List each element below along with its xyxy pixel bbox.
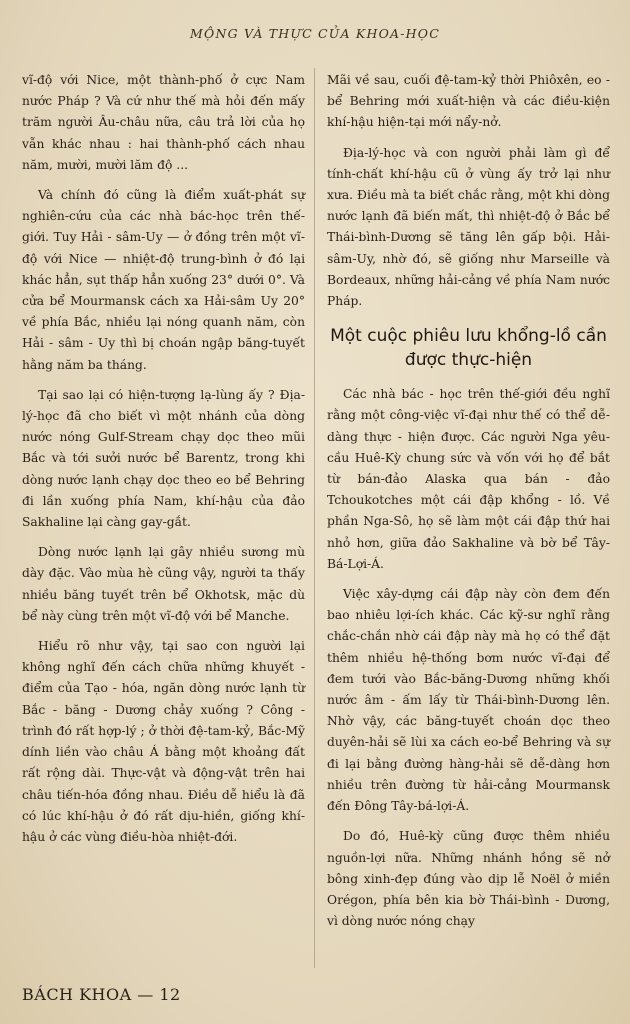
paragraph: Hiểu rõ như vậy, tại sao con người lại không nghĩ đến cách chữa những khuyết - điểm của Tạo - hóa, ngăn dòng nước lạnh từ Bắc - băng - Dương chảy xuống ? Công - trình đó rất hợp-lý ; ở thời đệ-tam-kỷ, Bắc-Mỹ dính liền vào châu Á bằng một khoảng đất rất rộng dài. Thực-vật và động-vật trên hai châu tiến-hóa đồng nhau. Điều dễ hiểu là đã có lúc khí-hậu ở đó rất dịu-hiền, giống khí-hậu ở các vùng điều-hòa nhiệt-đới. [22, 639, 305, 844]
paragraph: Các nhà bác - học trên thế-giới đều nghĩ rằng một công-việc vĩ-đại như thế có thể dễ-dàng thực - hiện được. Các người Nga yêu-cầu Huê-Kỳ chung sức và vốn với họ để bắt từ bán-đảo Alaska qua bán - đảo Tchoukotches một cái đập khổng - lồ. Về phần Nga-Sô, họ sẽ làm một cái đập thứ hai nhỏ hơn, giữa đảo Sakhaline và bờ bể Tây-Bá-Lợi-Á. [327, 387, 610, 571]
paragraph: Việc xây-dựng cái đập này còn đem đến bao nhiêu lợi-ích khác. Các kỹ-sư nghĩ rằng chắc-chắn nhờ cái đập này mà họ có thể đặt thêm nhiều hệ-thống bơm nước vĩ-đại để đem tưới vào Bắc-băng-Dương những khối nước âm - ấm lấy từ Thái-bình-Dương lên. Nhờ vậy, các băng-tuyết choán dọc theo duyên-hải sẽ lùi xa cách eo-bể Behring và sự đi lại bằng đường hàng-hải sẽ dễ-dàng hơn nhiều trên đường từ hải-cảng Mourmansk đến Đông Tây-bá-lợi-Á. [327, 587, 610, 814]
paragraph: Dòng nước lạnh lại gây nhiều sương mù dày đặc. Vào mùa hè cũng vậy, người ta thấy nhiều băng tuyết trên bể Okhotsk, mặc dù bể này cùng trên một vĩ-độ với bể Manche. [22, 545, 305, 623]
paragraph: Và chính đó cũng là điểm xuất-phát sự nghiên-cứu của các nhà bác-học trên thế-giới. Tuy Hải - sâm-Uy — ở đồng trên một vĩ-độ với Nice — nhiệt-độ trung-bình ở đó lại khác hẳn, sụt thấp hẳn xuống 23° dưới 0°. Và cửa bể Mourmansk cách xa Hải-sâm Uy 20° về phía Bắc, nhiều lại nóng quanh năm, còn Hải - sâm - Uy thì bị choán ngập băng-tuyết hằng năm ba tháng. [22, 188, 305, 372]
paragraph: Do đó, Huê-kỳ cũng được thêm nhiều nguồn-lợi nữa. Những nhánh hồng sẽ nở bông xinh-đẹp đúng vào dịp lễ Noël ở miền Orégon, phía bên kia bờ Thái-bình - Dương, vì dòng nước nóng chạy [327, 829, 610, 929]
column-divider [314, 68, 315, 968]
running-head: MỘNG VÀ THỰC CỦA KHOA-HỌC [190, 26, 440, 41]
paragraph: Tại sao lại có hiện-tượng lạ-lùng ấy ? Địa-lý-học đã cho biết vì một nhánh của dòng nước nóng Gulf-Stream chạy dọc theo mũi Bắc và tới sưởi nước bể Barentz, trong khi dòng nước lạnh chạy dọc theo eo bể Behring đi lần xuống phía Nam, khí-hậu của đảo Sakhaline lại càng gay-gắt. [22, 387, 305, 530]
left-column [22, 70, 305, 857]
section-heading: Một cuộc phiêu lưu khổng-lồ cần được thực-hiện [330, 326, 607, 371]
paragraph: Mãi về sau, cuối đệ-tam-kỷ thời Phiôxên, eo - bể Behring mới xuất-hiện và các điều-kiện khí-hậu hiện-tại mới nẩy-nở. [327, 73, 610, 130]
page-footer: BÁCH KHOA — 12 [22, 985, 181, 1004]
paragraph: Địa-lý-học và con người phải làm gì để tính-chất khí-hậu cũ ở vùng ấy trở lại như xưa. Điều mà ta biết chắc rằng, một khi dòng nước lạnh đã biến mất, thì nhiệt-độ ở Bắc bể Thái-bình-Dương sẽ tăng lên gấp bội. Hải-sâm-Uy, nhờ đó, sẽ giống như Marseille và Bordeaux, những hải-cảng về phía Nam nước Pháp. [327, 145, 610, 309]
right-column [327, 70, 610, 941]
paragraph: vĩ-độ với Nice, một thành-phố ở cực Nam nước Pháp ? Và cứ như thế mà hỏi đến mấy trăm người Âu-châu nữa, câu trả lời của họ vẫn khác nhau : hai thành-phố cách nhau năm, mười, mười lăm độ ... [22, 73, 305, 172]
